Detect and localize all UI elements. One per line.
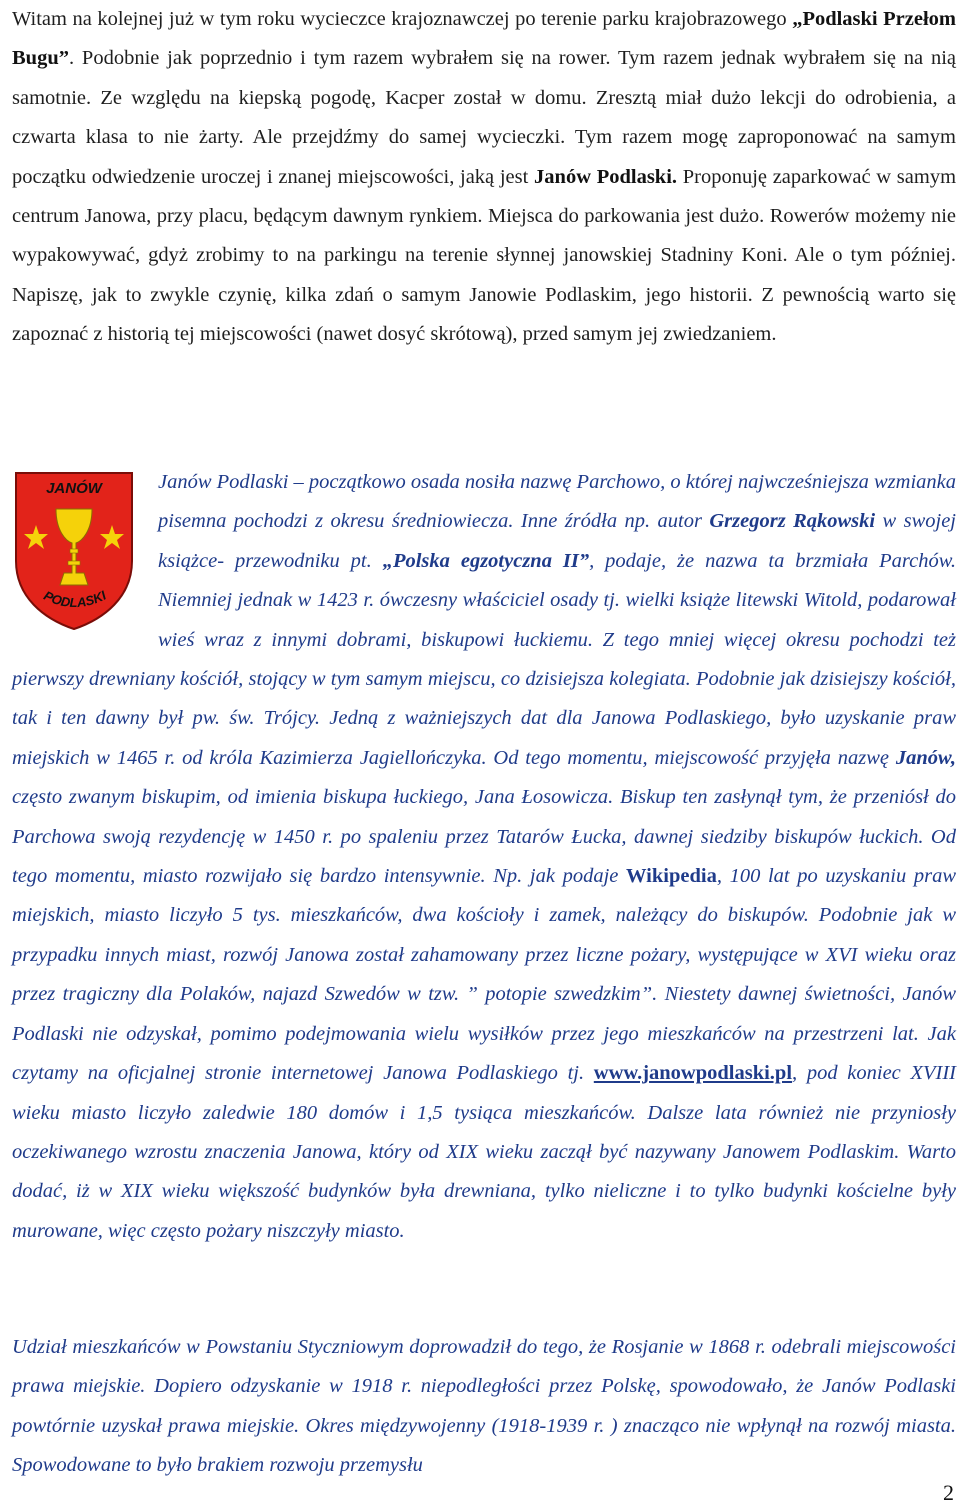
intro-text-1: Witam na kolejnej już w tym roku wycieczce krajoznawczej po terenie parku krajobrazowego: [12, 8, 787, 30]
author-name: Grzegorz Rąkowski: [709, 510, 876, 533]
janow-name: Janów,: [895, 746, 957, 769]
intro-text-3: Proponuję zaparkować w samym centrum Janowa, przy placu, będącym dawnym rynkiem. Miejsca do parkowania jest dużo. Rowerów możemy nie wypakowywać, gdyż zrobimy to na parkingu na terenie słynnej janowskiej Stadniny Koni. Ale o tym później. Napiszę, jak to zwykle czynię, kilka zdań o samym Janowie Podlaskim, jego historii. Z pewnością warto się zapoznać z historią tej miejscowości (nawet dosyć skrótową), przed samym jej zwiedzaniem.: [12, 165, 957, 346]
history-text-3: , podaje, że nazwa ta brzmiała Parchów. Niemniej jednak w 1423 r. ówczesny właściciel osady tj. wielki książe litewski Witold, podarował wieś wraz z innymi dobrami, biskupowi łuckiemu. Z tego mniej więcej okresu pochodzi też pierwszy drewniany kościół, stojący w tym samym miejscu, co dzisiejsza kolegiata. Podobnie jak dzisiejszy kościół, tak i ten dawny był pw. św. Trójcy. Jedną z ważniejszych dat dla Janowa Podlaskiego, było uzyskanie praw miejskich w 1465 r. od króla Kazimierza Jagiellończyka. Od tego momentu, miejscowość przyjęła nazwę: [12, 549, 957, 769]
coat-of-arms-image: [12, 469, 136, 631]
history-lead-text: Janów Podlaski – początkowo osada nosiła nazwę Parchowo, o której najwcześniejsza wzmianka pisemna pochodzi z okresu średniowiecza. Inne źródła np. autor: [158, 471, 956, 533]
intro-paragraph: [12, 0, 956, 355]
history-text-6: , pod koniec XVIII wieku miasto liczyło zaledwie 180 domów i 1,5 tysiąca mieszkańców. Dalsze lata również nie przyniosły oczekiwanego wzrostu znaczenia Janowa, który od XIX wieku zaczął być nazywany Janowem Podlaskim. Warto dodać, iż w XIX wieku większość budynków była drewniana, tylko nieliczne i to tylko budynki kościelne były murowane, więc często pożary niszczyły miasto.: [12, 1062, 956, 1242]
history-text-4: często zwanym biskupim, od imienia biskupa łuckiego, Jana Łosowicza. Biskup ten zasłynął tym, że przeniósł do Parchowa swoją rezydencję w 1450 r. po spaleniu przez Tatarów Łucka, dawnej siedziby biskupów łuckich. Od tego momentu, miasto rozwijało się bardzo intensywnie. Np. jak podaje: [12, 786, 956, 888]
page-number: 2: [943, 1480, 954, 1505]
wikipedia-reference: Wikipedia: [626, 865, 717, 888]
park-name: „Podlaski Przełom Bugu”: [12, 8, 956, 70]
crest-top-text: JANÓW: [46, 480, 102, 497]
crest-bottom-text: PODLASKI: [41, 587, 109, 611]
uprising-paragraph: Udział mieszkańców w Powstaniu Styczniowym doprowadził do tego, że Rosjanie w 1868 r. odebrali miejscowości prawa miejskie. Dopiero odzyskanie w 1918 r. niepodległości przez Polskę, spowodowało, że Janów Podlaski powtórnie uzyskał prawa miejskie. Okres międzywojenny (1918-1939 r. ) znacząco nie wpłynął na rozwój miasta. Spowodowane to było brakiem rozwoju przemysłu: [12, 1336, 956, 1477]
history-text-2: w swojej książce- przewodniku pt.: [158, 510, 956, 572]
town-name: Janów Podlaski.: [534, 165, 678, 188]
book-title: „Polska egzotyczna II”: [382, 549, 590, 572]
intro-text-2: . Podobnie jak poprzednio i tym razem wybrałem się na rower. Tym razem jednak wybrałem się na nią samotnie. Ze względu na kiepską pogodę, Kacper został w domu. Zresztą miał dużo lekcji do odrobienia, a czwarta klasa to nie żarty. Ale przejdźmy do samej wycieczki. Tym razem mogę zaproponować na samym początku odwiedzenie uroczej i znanej miejscowości, jaką jest: [12, 47, 956, 188]
history-text-5: , 100 lat po uzyskaniu praw miejskich, miasto liczyło 5 tys. mieszkańców, dwa kościoły i zamek, należący do biskupów. Podobnie jak w przypadku innych miast, rozwój Janowa został zahamowany przez liczne pożary, występujące w XVI wieku oraz przez tragiczny dla Polaków, najazd Szwedów w tzw. ” potopie szwedzkim”. Niestety dawnej świetności, Janów Podlaski nie odzyskał, pomimo podejmowania wielu wysiłków przez jego mieszkańców na przestrzeni lat. Jak czytamy na oficjalnej stronie internetowej Janowa Podlaskiego tj.: [12, 865, 957, 1085]
history-paragraph: [12, 463, 956, 1251]
website-link[interactable]: www.janowpodlaski.pl: [593, 1062, 793, 1085]
